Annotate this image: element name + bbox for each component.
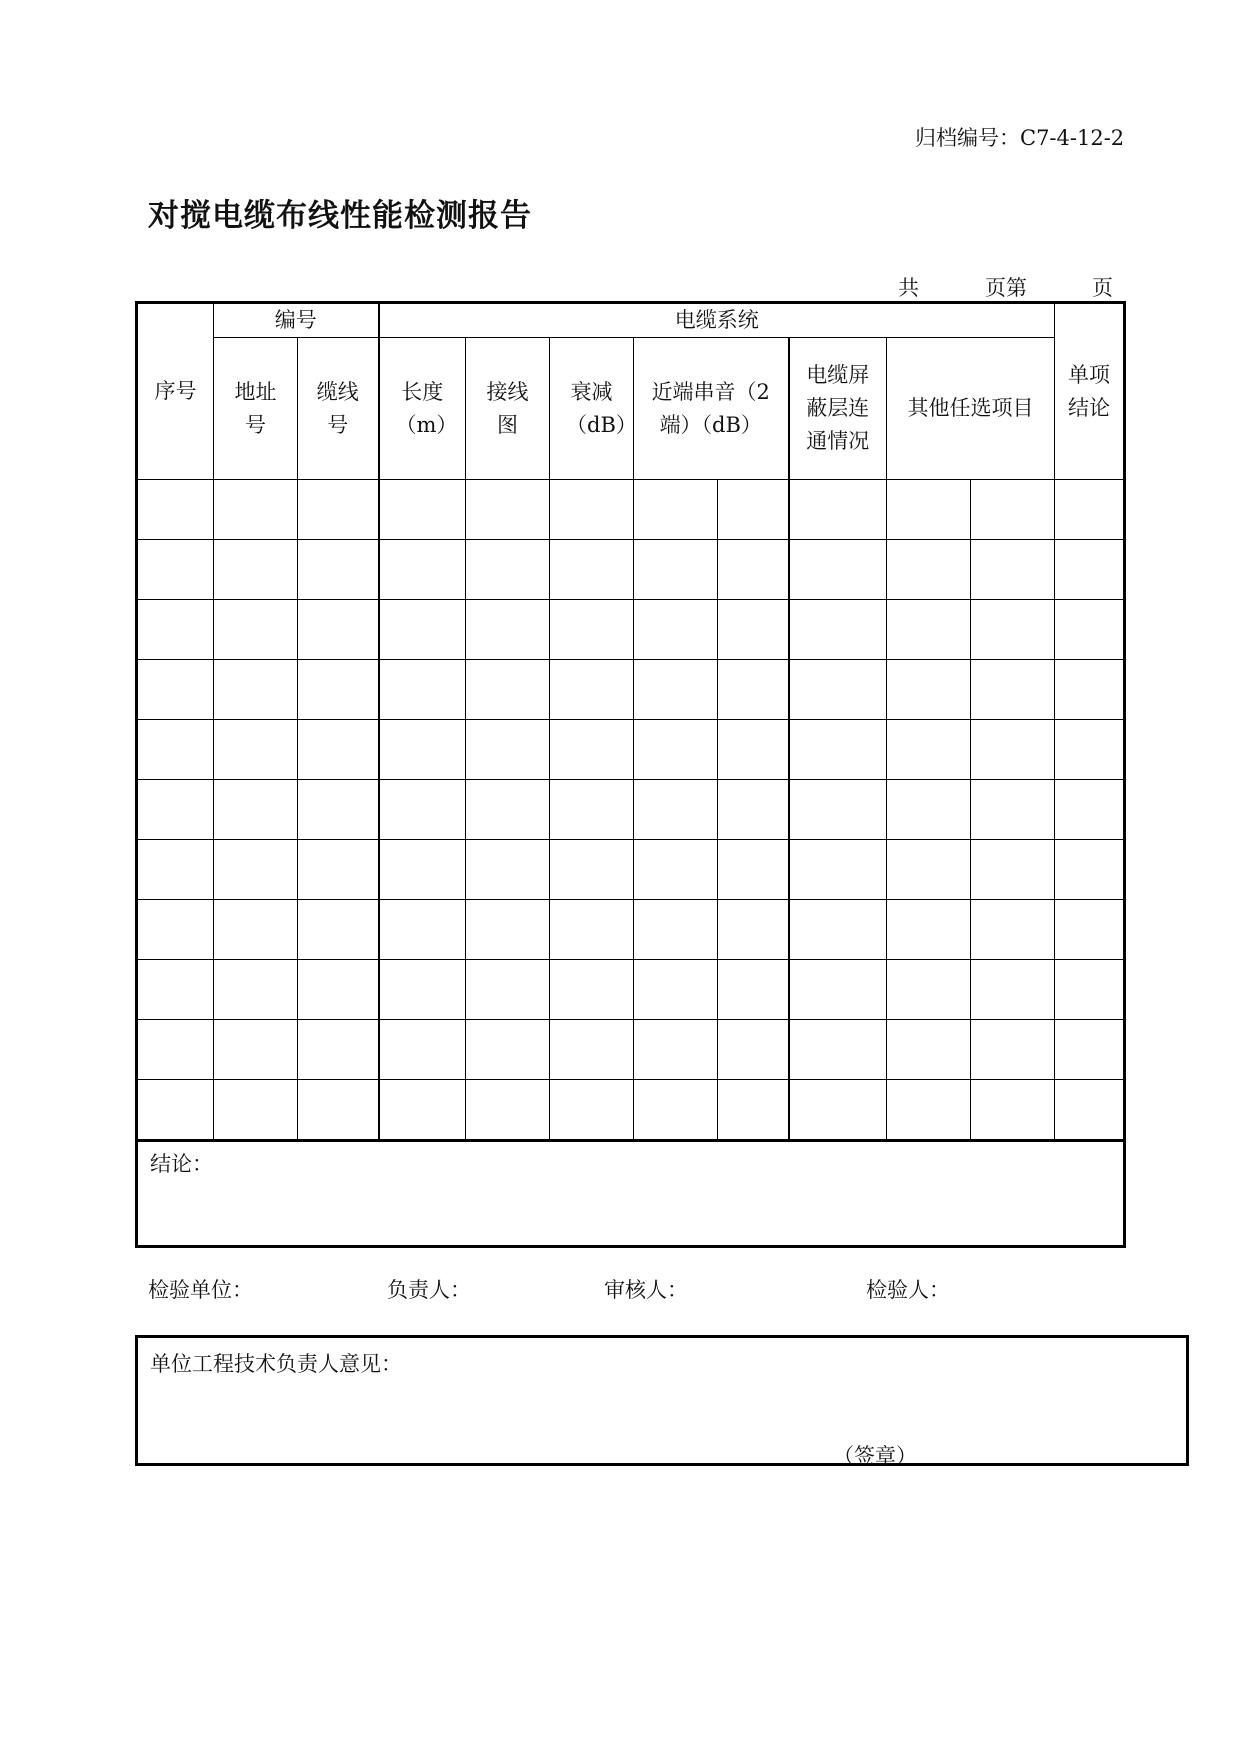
table-cell[interactable] xyxy=(887,900,971,960)
table-cell[interactable] xyxy=(634,840,718,900)
table-cell[interactable] xyxy=(550,780,634,840)
table-cell[interactable] xyxy=(634,780,718,840)
table-cell[interactable] xyxy=(1055,840,1125,900)
table-cell[interactable] xyxy=(137,720,214,780)
table-cell[interactable] xyxy=(214,960,298,1020)
table-cell[interactable] xyxy=(466,1020,550,1080)
header-number-group: 编号 xyxy=(214,303,379,338)
pager-total-label: 共 xyxy=(898,276,919,300)
table-row xyxy=(137,900,1125,960)
header-cable-no: 缆线号 xyxy=(298,338,379,480)
table-cell[interactable] xyxy=(379,480,466,540)
header-shield: 电缆屏蔽层连通情况 xyxy=(789,338,887,480)
table-row xyxy=(137,480,1125,540)
table-row xyxy=(137,780,1125,840)
engineer-opinion-box[interactable] xyxy=(135,1335,1189,1466)
table-cell[interactable] xyxy=(137,1080,214,1141)
table-cell[interactable] xyxy=(971,600,1055,660)
table-cell[interactable] xyxy=(298,720,379,780)
table-cell[interactable] xyxy=(550,480,634,540)
table-cell[interactable] xyxy=(379,960,466,1020)
table-cell[interactable] xyxy=(214,540,298,600)
table-cell[interactable] xyxy=(550,600,634,660)
table-cell[interactable] xyxy=(466,900,550,960)
table-cell[interactable] xyxy=(718,540,789,600)
table-cell[interactable] xyxy=(550,900,634,960)
table-cell[interactable] xyxy=(971,480,1055,540)
table-cell[interactable] xyxy=(214,900,298,960)
table-cell[interactable] xyxy=(137,660,214,720)
table-row xyxy=(137,540,1125,600)
table-cell[interactable] xyxy=(214,840,298,900)
table-cell[interactable] xyxy=(137,780,214,840)
table-cell[interactable] xyxy=(466,960,550,1020)
table-cell[interactable] xyxy=(298,900,379,960)
table-cell[interactable] xyxy=(887,1080,971,1141)
table-cell[interactable] xyxy=(634,1080,718,1141)
header-length: 长度（m） xyxy=(379,338,466,480)
table-cell[interactable] xyxy=(550,960,634,1020)
table-cell[interactable] xyxy=(971,660,1055,720)
table-cell[interactable] xyxy=(634,720,718,780)
table-cell[interactable] xyxy=(718,1080,789,1141)
table-cell[interactable] xyxy=(466,1080,550,1141)
header-address: 地址号 xyxy=(214,338,298,480)
table-cell[interactable] xyxy=(137,480,214,540)
table-cell[interactable] xyxy=(887,1020,971,1080)
table-cell[interactable] xyxy=(379,780,466,840)
table-cell[interactable] xyxy=(718,1020,789,1080)
table-cell[interactable] xyxy=(1055,720,1125,780)
table-cell[interactable] xyxy=(379,1020,466,1080)
table-cell[interactable] xyxy=(298,540,379,600)
table-row xyxy=(137,600,1125,660)
table-cell[interactable] xyxy=(1055,660,1125,720)
table-cell[interactable] xyxy=(466,660,550,720)
reviewer-label: 审核人： xyxy=(604,1278,688,1302)
table-cell[interactable] xyxy=(214,660,298,720)
signature-stamp-label: （签章） xyxy=(833,1444,917,1468)
table-cell[interactable] xyxy=(214,480,298,540)
table-cell[interactable] xyxy=(466,720,550,780)
table-cell[interactable] xyxy=(214,1020,298,1080)
table-cell[interactable] xyxy=(137,900,214,960)
table-cell[interactable] xyxy=(1055,960,1125,1020)
table-cell[interactable] xyxy=(789,780,887,840)
responsible-person-label: 负责人： xyxy=(387,1278,471,1302)
report-table xyxy=(135,301,1126,1248)
table-cell[interactable] xyxy=(379,900,466,960)
page-title: 对搅电缆布线性能检测报告 xyxy=(148,198,532,234)
table-cell[interactable] xyxy=(718,600,789,660)
table-cell[interactable] xyxy=(550,1080,634,1141)
table-cell[interactable] xyxy=(789,1080,887,1141)
table-cell[interactable] xyxy=(971,840,1055,900)
table-cell[interactable] xyxy=(466,780,550,840)
table-cell[interactable] xyxy=(971,1080,1055,1141)
conclusion-label: 结论： xyxy=(150,1152,213,1176)
header-attenuation: 衰减（dB） xyxy=(550,338,634,480)
header-seq: 序号 xyxy=(137,303,214,480)
table-cell[interactable] xyxy=(789,720,887,780)
inspector-label: 检验人： xyxy=(866,1278,950,1302)
table-cell[interactable] xyxy=(887,720,971,780)
table-cell[interactable] xyxy=(887,540,971,600)
table-cell[interactable] xyxy=(887,600,971,660)
table-cell[interactable] xyxy=(634,660,718,720)
table-cell[interactable] xyxy=(971,780,1055,840)
table-cell[interactable] xyxy=(971,720,1055,780)
table-cell[interactable] xyxy=(466,840,550,900)
table-cell[interactable] xyxy=(887,840,971,900)
table-cell[interactable] xyxy=(718,900,789,960)
table-cell[interactable] xyxy=(298,600,379,660)
header-wiring: 接线图 xyxy=(466,338,550,480)
table-cell[interactable] xyxy=(789,900,887,960)
table-cell[interactable] xyxy=(1055,600,1125,660)
header-next: 近端串音（2端）（dB） xyxy=(634,338,789,480)
table-cell[interactable] xyxy=(718,780,789,840)
table-cell[interactable] xyxy=(137,840,214,900)
table-cell[interactable] xyxy=(550,660,634,720)
table-cell[interactable] xyxy=(887,960,971,1020)
table-cell[interactable] xyxy=(718,720,789,780)
table-cell[interactable] xyxy=(634,1020,718,1080)
table-cell[interactable] xyxy=(214,600,298,660)
header-other: 其他任选项目 xyxy=(887,338,1055,480)
table-cell[interactable] xyxy=(466,540,550,600)
table-cell[interactable] xyxy=(718,840,789,900)
table-cell[interactable] xyxy=(887,660,971,720)
engineer-opinion-label: 单位工程技术负责人意见： xyxy=(150,1352,402,1376)
table-cell[interactable] xyxy=(550,540,634,600)
table-cell[interactable] xyxy=(466,600,550,660)
table-cell[interactable] xyxy=(298,1080,379,1141)
table-cell[interactable] xyxy=(971,960,1055,1020)
table-cell[interactable] xyxy=(137,600,214,660)
table-cell[interactable] xyxy=(298,840,379,900)
table-cell[interactable] xyxy=(634,540,718,600)
table-row xyxy=(137,660,1125,720)
table-cell[interactable] xyxy=(214,1080,298,1141)
table-cell[interactable] xyxy=(718,480,789,540)
conclusion-field[interactable] xyxy=(137,1141,1125,1247)
table-cell[interactable] xyxy=(1055,1080,1125,1141)
table-cell[interactable] xyxy=(634,600,718,660)
table-row xyxy=(137,1020,1125,1080)
table-cell[interactable] xyxy=(550,1020,634,1080)
table-cell[interactable] xyxy=(298,660,379,720)
table-cell[interactable] xyxy=(789,600,887,660)
pager-page-label: 页第 xyxy=(985,276,1027,300)
table-row xyxy=(137,960,1125,1020)
table-cell[interactable] xyxy=(379,840,466,900)
table-cell[interactable] xyxy=(214,720,298,780)
table-cell[interactable] xyxy=(298,960,379,1020)
table-cell[interactable] xyxy=(887,780,971,840)
table-cell[interactable] xyxy=(1055,480,1125,540)
table-cell[interactable] xyxy=(379,1080,466,1141)
header-item-conclusion: 单项结论 xyxy=(1055,303,1125,480)
table-row xyxy=(137,1080,1125,1141)
table-cell[interactable] xyxy=(550,720,634,780)
table-cell[interactable] xyxy=(1055,1020,1125,1080)
table-cell[interactable] xyxy=(789,840,887,900)
table-cell[interactable] xyxy=(718,660,789,720)
table-cell[interactable] xyxy=(1055,900,1125,960)
table-cell[interactable] xyxy=(971,900,1055,960)
table-cell[interactable] xyxy=(634,480,718,540)
table-row xyxy=(137,720,1125,780)
table-cell[interactable] xyxy=(137,1020,214,1080)
table-cell[interactable] xyxy=(379,720,466,780)
table-cell[interactable] xyxy=(379,600,466,660)
table-cell[interactable] xyxy=(789,480,887,540)
table-cell[interactable] xyxy=(466,480,550,540)
inspection-unit-label: 检验单位： xyxy=(148,1278,253,1302)
table-cell[interactable] xyxy=(718,960,789,1020)
table-cell[interactable] xyxy=(789,1020,887,1080)
table-cell[interactable] xyxy=(971,1020,1055,1080)
table-cell[interactable] xyxy=(550,840,634,900)
table-cell[interactable] xyxy=(634,900,718,960)
header-cable-system: 电缆系统 xyxy=(379,303,1055,338)
table-cell[interactable] xyxy=(971,540,1055,600)
archive-number: 归档编号：C7-4-12-2 xyxy=(915,126,1125,150)
table-cell[interactable] xyxy=(298,480,379,540)
table-cell[interactable] xyxy=(379,540,466,600)
table-cell[interactable] xyxy=(789,540,887,600)
table-cell[interactable] xyxy=(298,1020,379,1080)
table-cell[interactable] xyxy=(1055,540,1125,600)
table-cell[interactable] xyxy=(214,780,298,840)
table-cell[interactable] xyxy=(1055,780,1125,840)
table-cell[interactable] xyxy=(789,960,887,1020)
table-cell[interactable] xyxy=(634,960,718,1020)
table-cell[interactable] xyxy=(137,960,214,1020)
pager-page-end-label: 页 xyxy=(1092,276,1113,300)
table-cell[interactable] xyxy=(379,660,466,720)
table-row xyxy=(137,840,1125,900)
table-cell[interactable] xyxy=(887,480,971,540)
table-cell[interactable] xyxy=(298,780,379,840)
table-cell[interactable] xyxy=(789,660,887,720)
table-cell[interactable] xyxy=(137,540,214,600)
